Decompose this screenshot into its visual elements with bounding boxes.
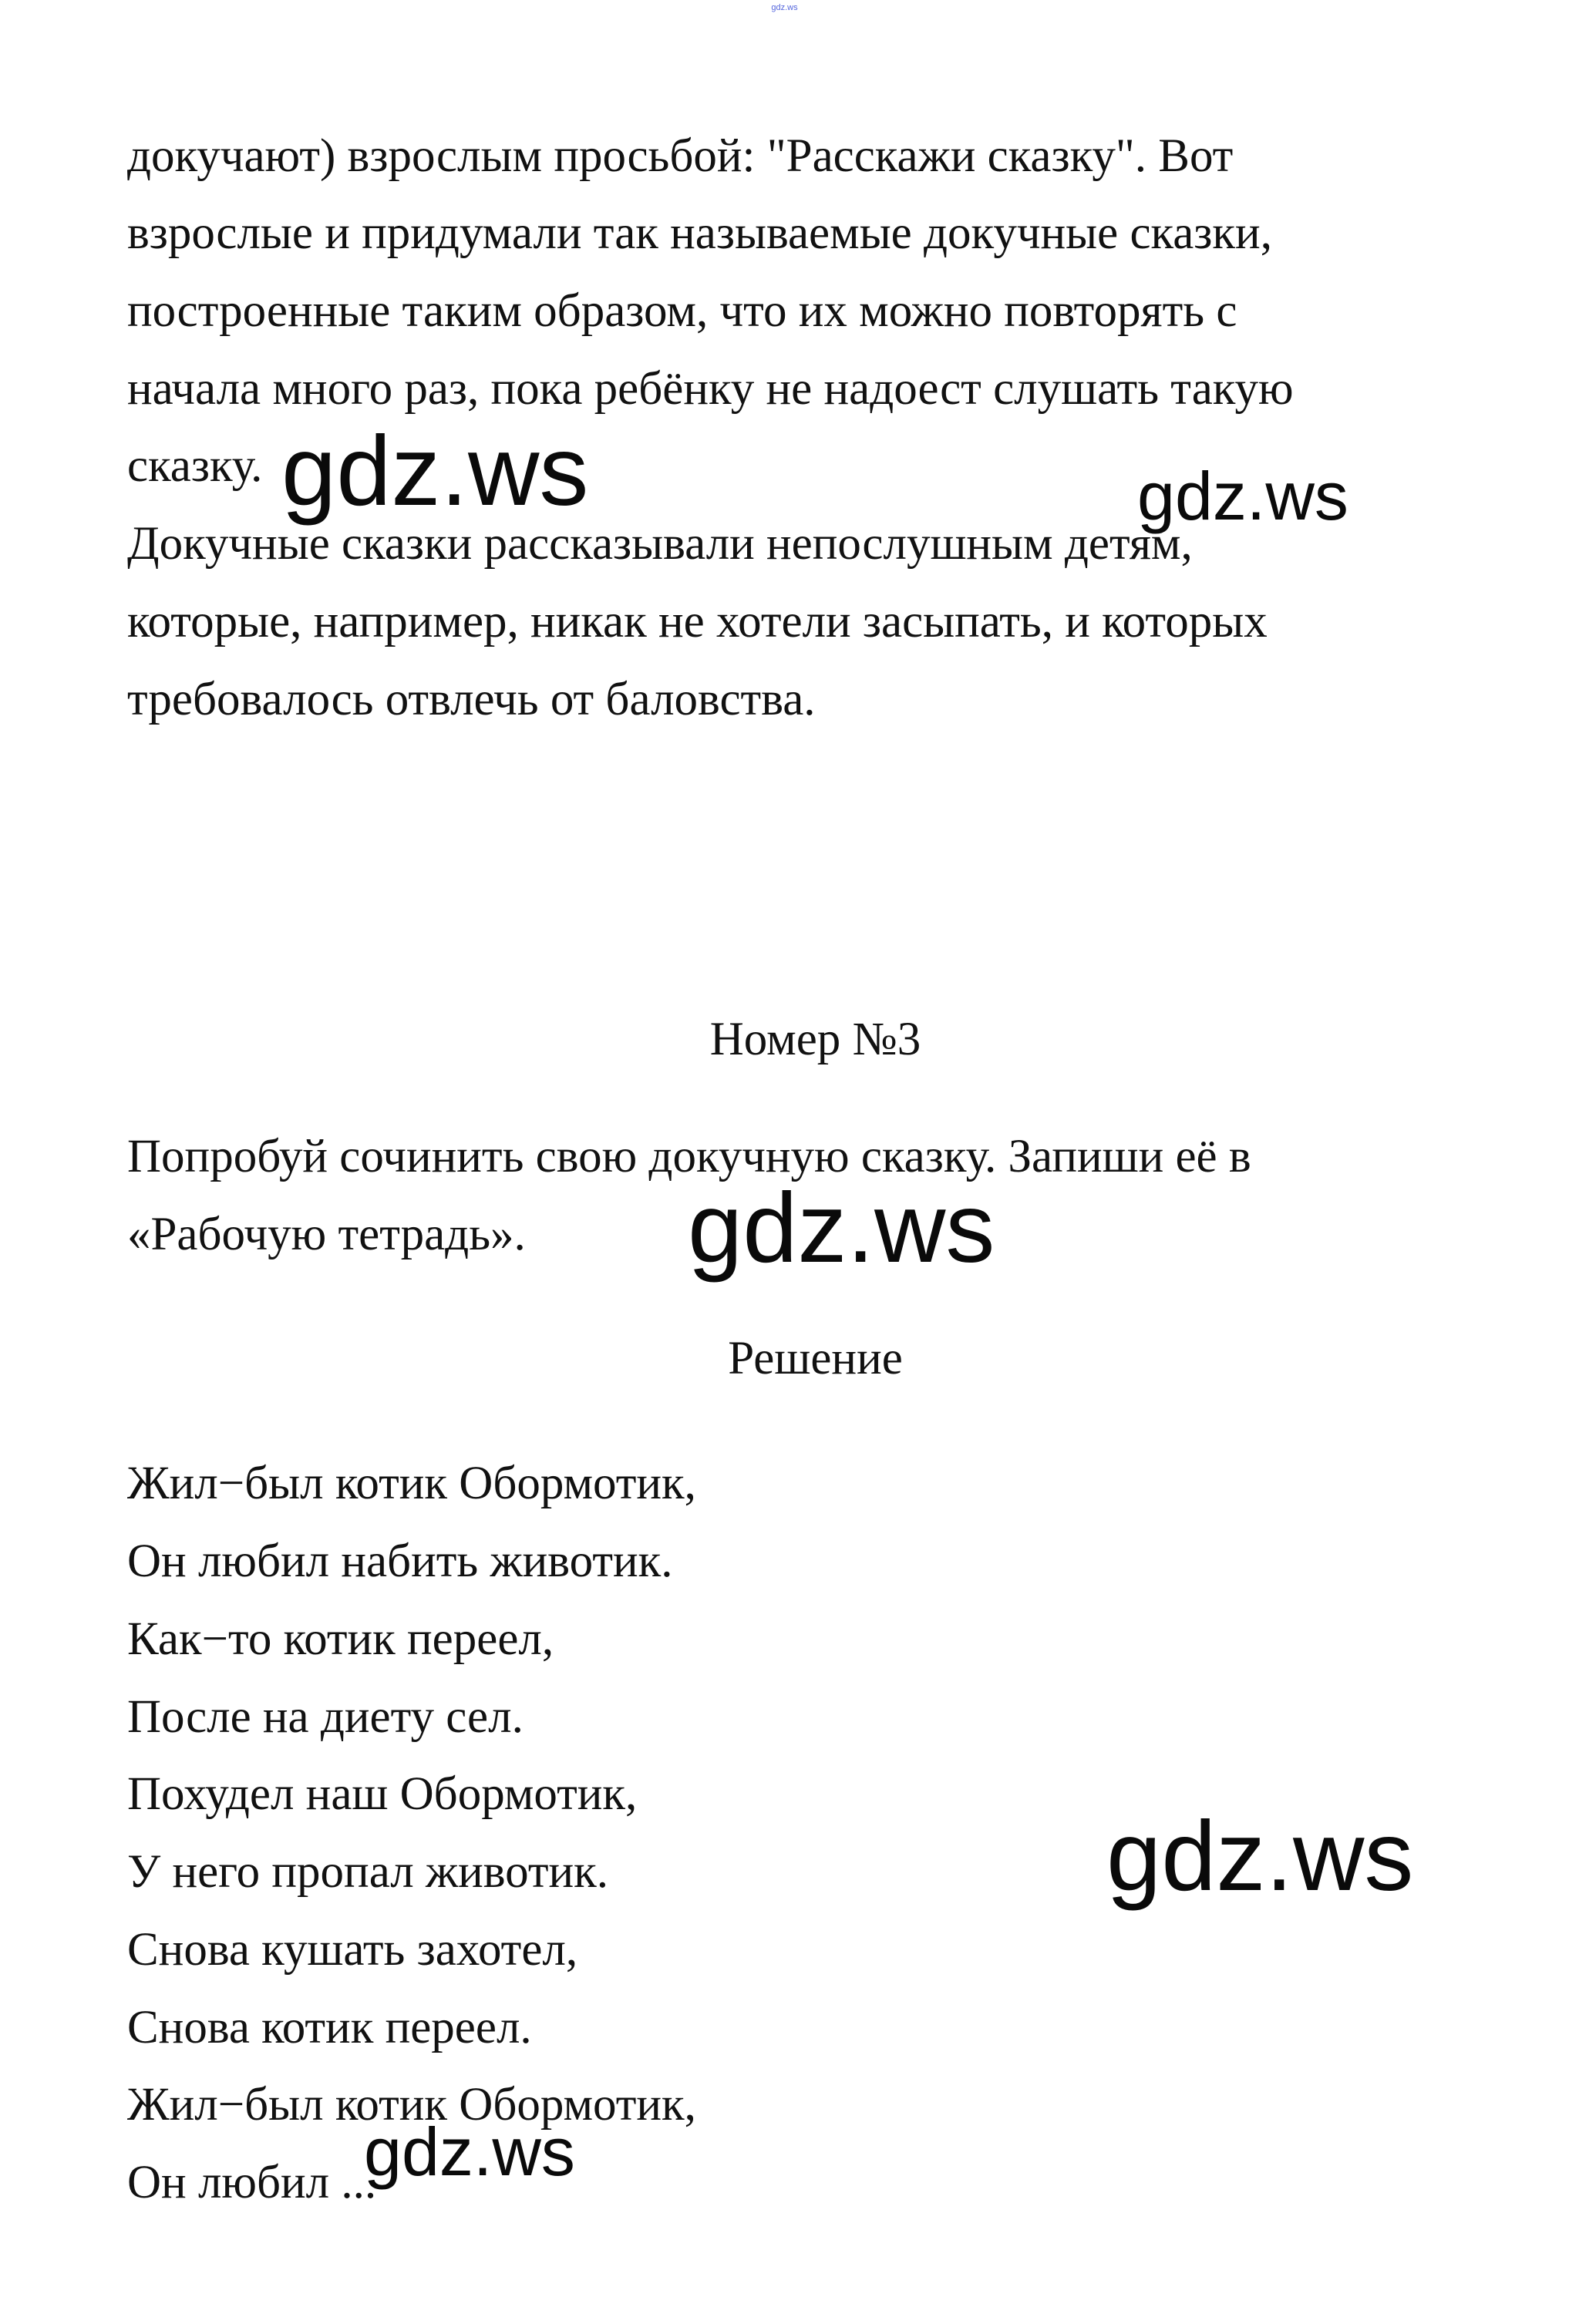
paragraph-line: построенные таким образом, что их можно повторять с	[127, 285, 1237, 337]
paragraph-line: требовалось отвлечь от баловства.	[127, 674, 816, 725]
poem-line: Жил−был котик Обормотик,	[127, 2079, 696, 2131]
poem-line: Жил−был котик Обормотик,	[127, 1458, 696, 1509]
poem-line: Он любил ...	[127, 2157, 377, 2208]
poem-line: После на диету сел.	[127, 1691, 524, 1743]
watermark: gdz.ws	[1106, 1801, 1414, 1912]
paragraph-line: взрослые и придумали так называемые докучные сказки,	[127, 207, 1272, 259]
paragraph-line: которые, например, никак не хотели засыпать, и которых	[127, 596, 1268, 647]
paragraph-line: докучают) взрослым просьбой: "Расскажи сказку". Вот	[127, 130, 1234, 182]
watermark: gdz.ws	[1137, 458, 1348, 534]
watermark: gdz.ws	[281, 416, 589, 526]
watermark: gdz.ws	[364, 2114, 575, 2190]
paragraph-line: сказку.	[127, 440, 263, 492]
poem-line: Он любил набить животик.	[127, 1535, 673, 1587]
poem-line: Как−то котик переел,	[127, 1613, 554, 1665]
task-heading: Номер №3	[709, 1014, 921, 1065]
task-line: Попробуй сочинить свою докучную сказку. Запиши её в	[127, 1131, 1251, 1182]
solution-heading: Решение	[728, 1333, 903, 1384]
paragraph-line: начала много раз, пока ребёнку не надоест слушать такую	[127, 363, 1294, 415]
poem-line: Снова котик переел.	[127, 2002, 532, 2053]
page-header-mark: gdz.ws	[771, 3, 798, 12]
poem-line: Снова кушать захотел,	[127, 1924, 578, 1976]
watermark: gdz.ws	[688, 1173, 995, 1283]
task-line: «Рабочую тетрадь».	[127, 1209, 526, 1260]
paragraph-line: Докучные сказки рассказывали непослушным детям,	[127, 518, 1193, 570]
poem-line: Похудел наш Обормотик,	[127, 1768, 638, 1820]
poem-line: У него пропал животик.	[127, 1846, 609, 1898]
